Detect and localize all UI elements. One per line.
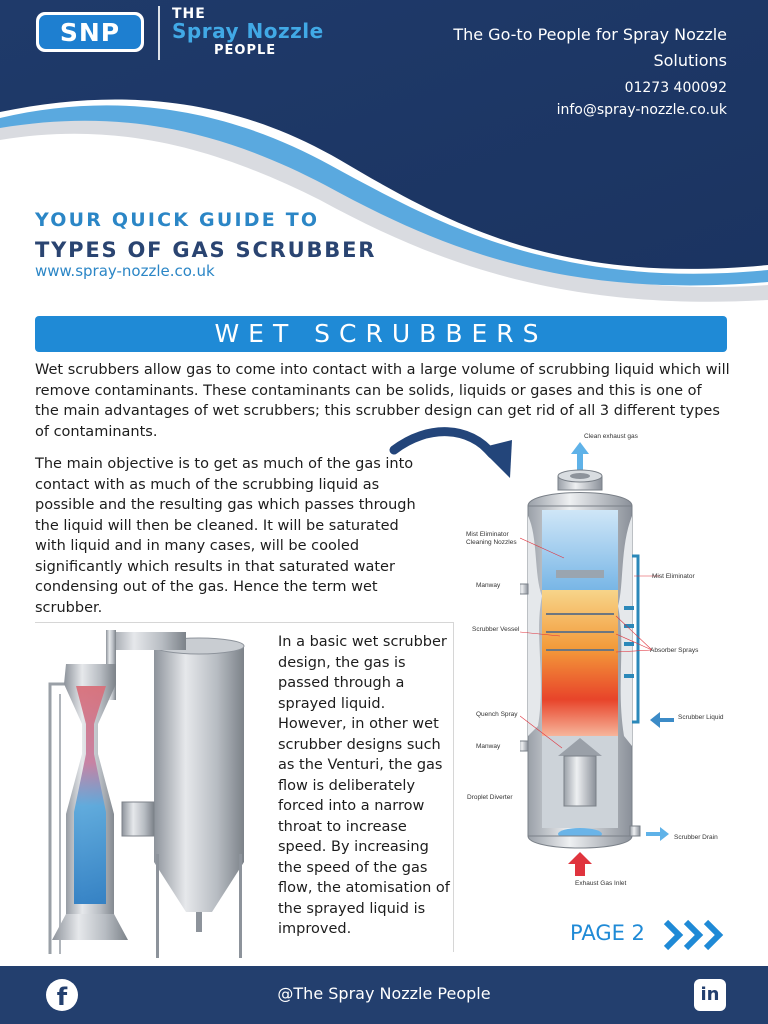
- phone-number[interactable]: 01273 400092: [624, 80, 727, 96]
- paragraph-intro: Wet scrubbers allow gas to come into contact with a large volume of scrubbing liquid which will remove contaminants. These contaminants can be solids, liquids or gases and this is one of the main advantages of wet scrubbers; this scrubber design can get rid of all 3 different types of contaminants.: [35, 362, 730, 440]
- wet-scrubber-diagram: [520, 436, 705, 890]
- label-scrubber-liquid: Scrubber Liquid: [678, 714, 724, 721]
- facebook-icon[interactable]: f: [46, 979, 78, 1011]
- label-absorber-sprays: Absorber Sprays: [650, 647, 699, 654]
- logo-divider: [158, 6, 160, 60]
- paragraph-objective: The main objective is to get as much of the gas into contact with as much of the scrubbing liquid as possible and the resulting gas which passes through the liquid will then be cleaned. It will be saturated with liquid and in many cases, will be cooled significantly which results in that saturated water condensing out of the gas. Hence the term wet scrubber.: [35, 456, 416, 616]
- logo-people-text: PEOPLE: [214, 43, 277, 58]
- logo-brand-text: Spray Nozzle: [172, 19, 324, 43]
- guide-heading-line1: YOUR QUICK GUIDE TO: [35, 209, 320, 231]
- guide-heading-line2: TYPES OF GAS SCRUBBER: [35, 238, 377, 262]
- label-scrubber-vessel: Scrubber Vessel: [472, 626, 520, 633]
- label-quench-spray: Quench Spray: [476, 711, 518, 718]
- label-mist-nozzles-line1: Mist Eliminator: [466, 531, 509, 538]
- label-mist-nozzles-line2: Cleaning Nozzles: [466, 539, 517, 546]
- page-number[interactable]: PAGE 2: [570, 921, 645, 945]
- tagline: The Go-to People for Spray Nozzle Solutions: [453, 25, 727, 70]
- website-link[interactable]: www.spray-nozzle.co.uk: [35, 262, 215, 280]
- paragraph-venturi: In a basic wet scrubber design, the gas is passed through a sprayed liquid. However, in other wet scrubber designs such as the Venturi, the gas flow is deliberately forced into a narrow throat to increase speed. By increasing the speed of the gas flow, the atomisation of the sprayed liquid is improved.: [278, 634, 450, 937]
- linkedin-icon[interactable]: in: [694, 979, 726, 1011]
- curved-arrow-icon: [388, 420, 518, 490]
- next-page-chevrons-icon[interactable]: [662, 918, 732, 952]
- email-link[interactable]: info@spray-nozzle.co.uk: [556, 102, 727, 118]
- label-manway-bottom: Manway: [476, 743, 501, 750]
- label-exhaust-inlet: Exhaust Gas Inlet: [575, 880, 627, 887]
- snp-logo[interactable]: [36, 12, 144, 52]
- label-droplet-diverter: Droplet Diverter: [467, 794, 513, 801]
- footer-bar: [0, 966, 768, 1024]
- label-mist-eliminator: Mist Eliminator: [652, 573, 695, 580]
- section-title-banner: WET SCRUBBERS: [35, 316, 727, 352]
- label-clean-exhaust: Clean exhaust gas: [584, 433, 638, 440]
- contact-block: [427, 22, 727, 121]
- logo-mark: SNP: [39, 15, 141, 49]
- label-manway-top: Manway: [476, 582, 501, 589]
- venturi-scrubber-image: [36, 624, 272, 958]
- social-handle: @The Spray Nozzle People: [277, 984, 491, 1003]
- logo-the-text: THE: [172, 6, 206, 22]
- label-mist-eliminator-nozzles: [466, 531, 517, 547]
- label-scrubber-drain: Scrubber Drain: [674, 834, 718, 841]
